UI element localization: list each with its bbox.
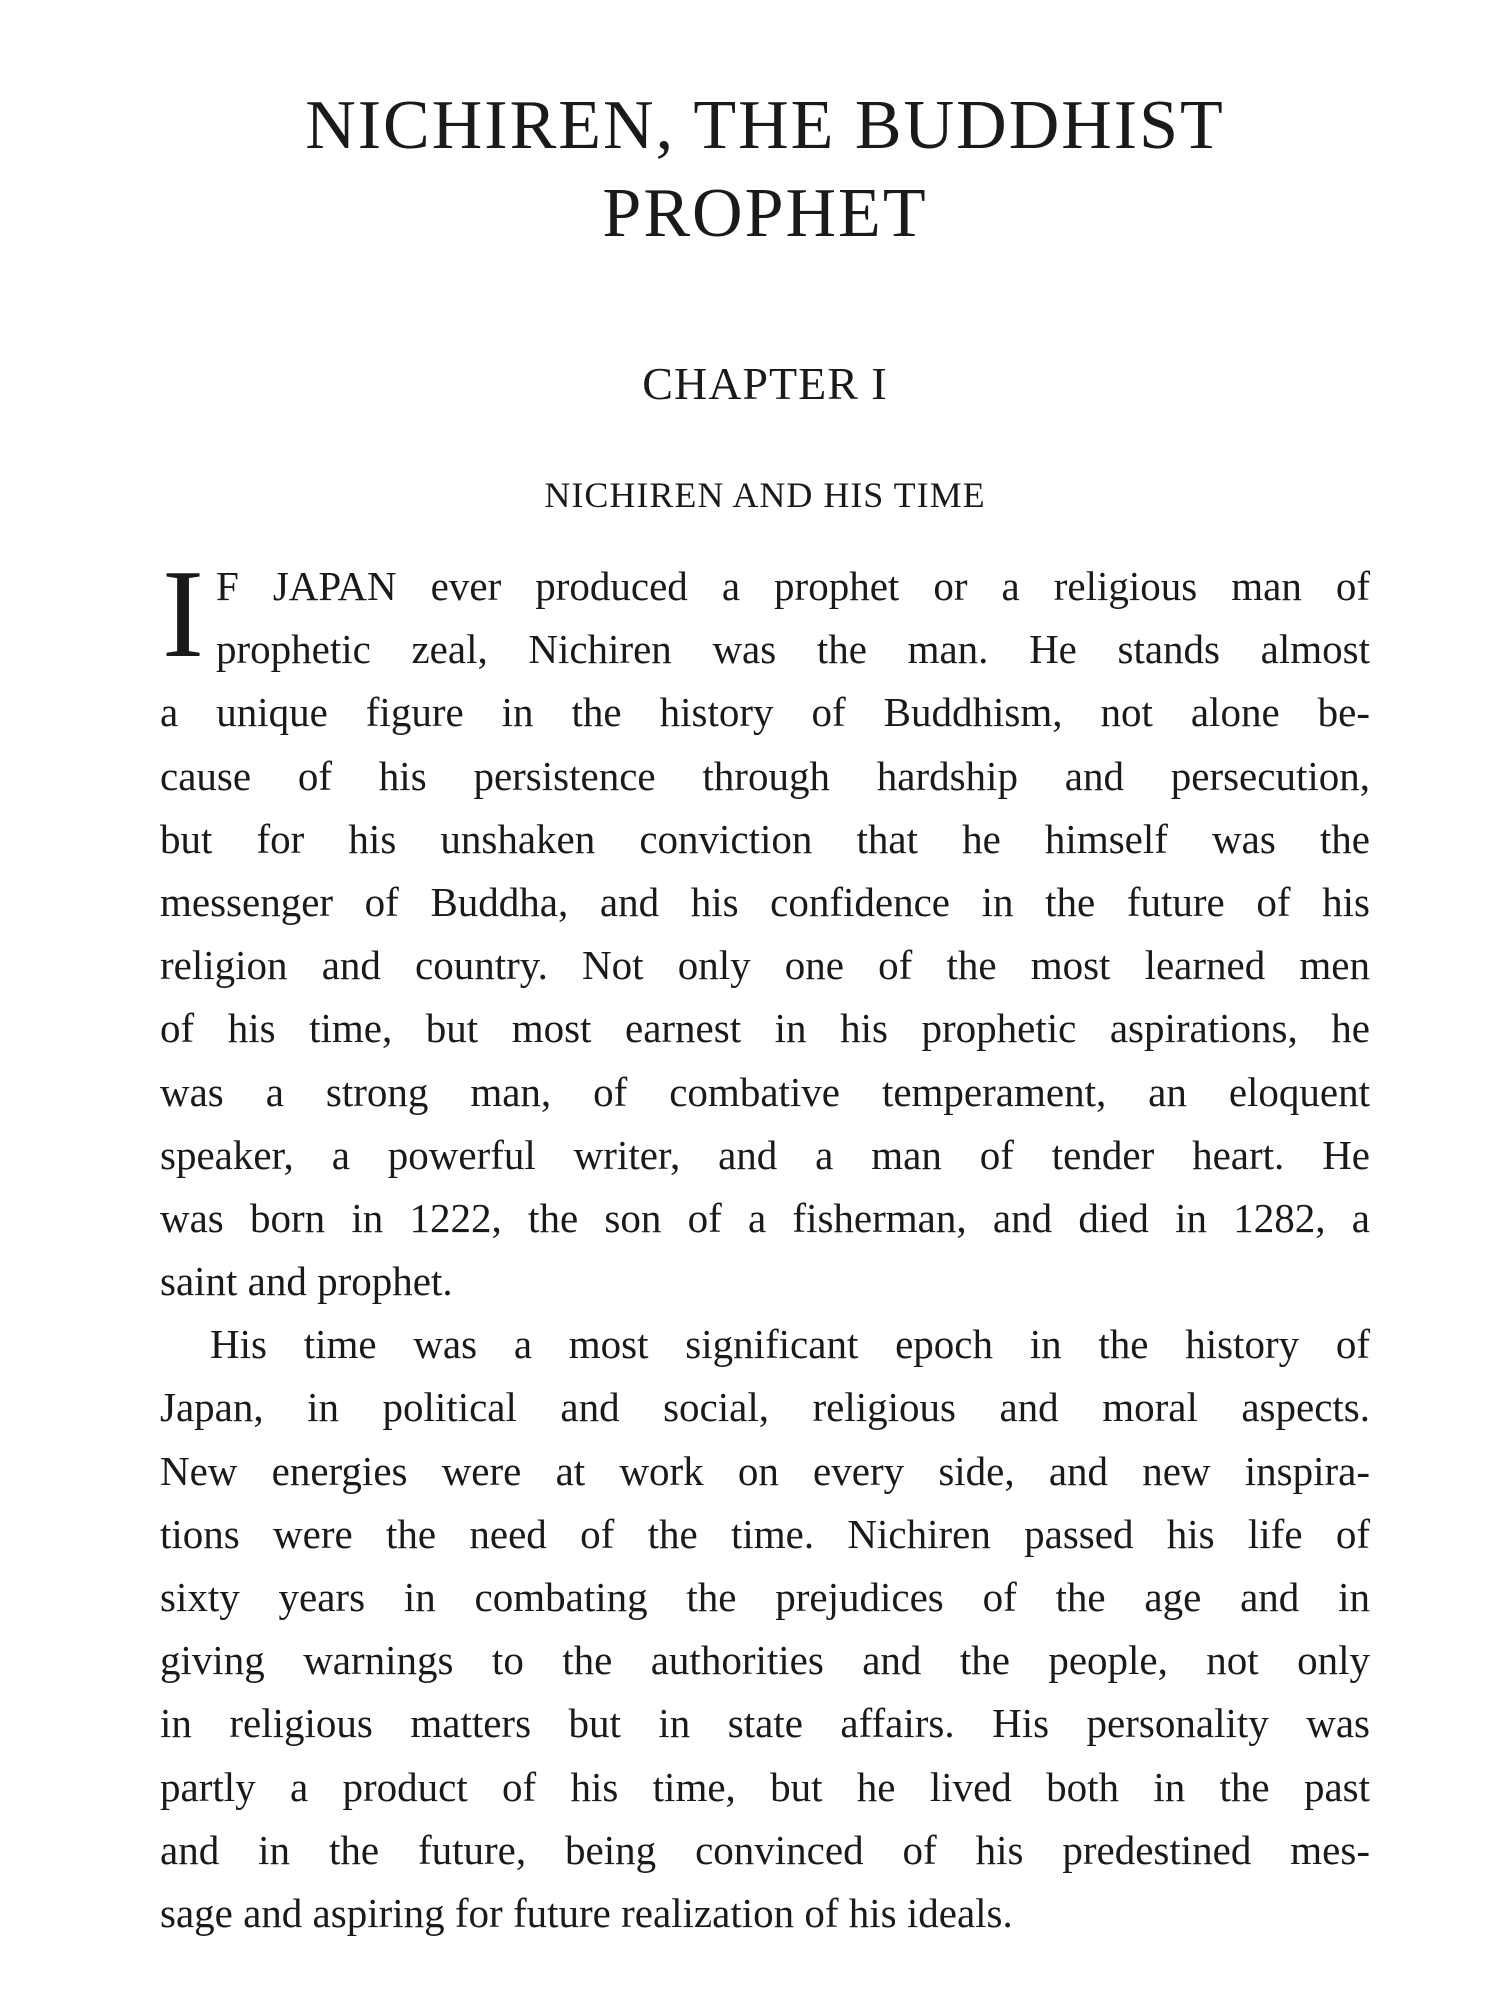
paragraph-line: saint and prophet. bbox=[160, 1258, 453, 1305]
paragraph-line: but for his unshaken conviction that he himself was the bbox=[160, 815, 1370, 862]
paragraph-line: giving warnings to the authorities and the people, not only bbox=[160, 1637, 1370, 1684]
paragraph-line: cause of his persistence through hardship and persecution, bbox=[160, 752, 1370, 799]
paragraph-line: and in the future, being convinced of his predestined mes- bbox=[160, 1826, 1370, 1873]
paragraph-line: His time was a most significant epoch in the history of bbox=[210, 1321, 1370, 1368]
book-title-line-2: PROPHET bbox=[602, 175, 928, 252]
paragraph-line: was born in 1222, the son of a fisherman, and died in 1282, a bbox=[160, 1194, 1370, 1241]
drop-cap: I bbox=[162, 545, 204, 684]
paragraph-line: Japan, in political and social, religious and moral aspects. bbox=[160, 1384, 1370, 1431]
paragraph-line: was a strong man, of combative temperament, an eloquent bbox=[160, 1068, 1370, 1115]
book-title bbox=[160, 82, 1370, 258]
chapter-heading: CHAPTER I bbox=[642, 358, 888, 409]
body-text bbox=[160, 545, 1370, 1945]
paragraph-2 bbox=[160, 1313, 1370, 1945]
paragraph-line: speaker, a powerful writer, and a man of tender heart. He bbox=[160, 1131, 1370, 1178]
paragraph-line: prophetic zeal, Nichiren was the man. He stands almost bbox=[216, 626, 1370, 673]
paragraph-line: New energies were at work on every side, and new inspira- bbox=[160, 1447, 1370, 1494]
paragraph-line: in religious matters but in state affairs. His personality was bbox=[160, 1700, 1370, 1747]
paragraph-line: sixty years in combating the prejudices of the age and in bbox=[160, 1574, 1370, 1620]
paragraph-1 bbox=[160, 545, 1370, 1313]
book-title-line-1: NICHIREN, THE BUDDHIST bbox=[305, 87, 1225, 164]
paragraph-line: tions were the need of the time. Nichiren passed his life of bbox=[160, 1510, 1370, 1557]
paragraph-line: messenger of Buddha, and his confidence in the future of his bbox=[160, 878, 1370, 925]
chapter-subtitle: NICHIREN AND HIS TIME bbox=[544, 475, 986, 515]
paragraph-line: a unique figure in the history of Buddhism, not alone be- bbox=[160, 689, 1370, 736]
paragraph-line: partly a product of his time, but he lived both in the past bbox=[160, 1763, 1370, 1810]
paragraph-line: religion and country. Not only one of the most learned men bbox=[160, 942, 1370, 989]
paragraph-line: of his time, but most earnest in his prophetic aspirations, he bbox=[160, 1005, 1370, 1052]
paragraph-line: F JAPAN ever produced a prophet or a religious man of bbox=[216, 563, 1370, 609]
book-page bbox=[160, 0, 1370, 2000]
paragraph-line: sage and aspiring for future realization of his ideals. bbox=[160, 1889, 1013, 1936]
